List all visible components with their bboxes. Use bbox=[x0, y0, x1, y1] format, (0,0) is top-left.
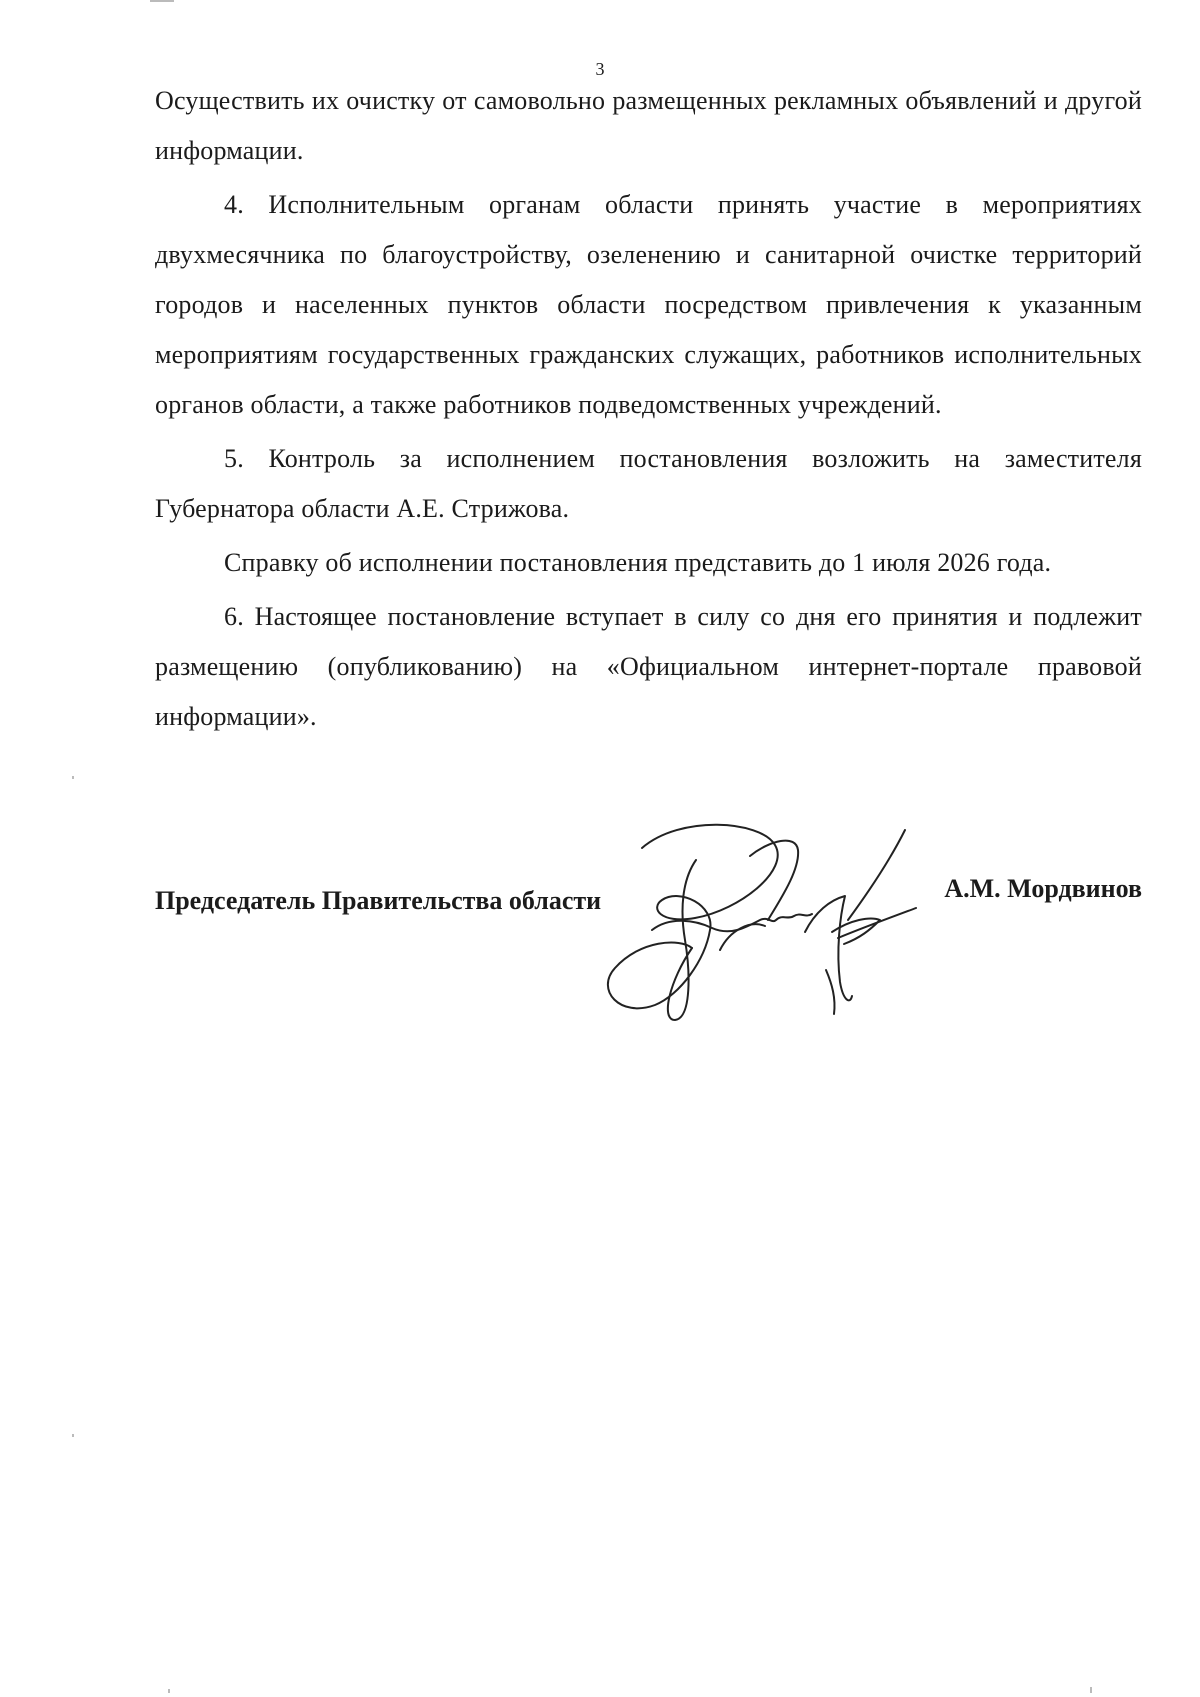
scan-mark-top bbox=[150, 0, 174, 2]
paragraph-continuation: Осуществить их очистку от самовольно размещенных рекламных объявлений и другой информации. bbox=[155, 86, 1142, 165]
handwritten-signature bbox=[600, 820, 960, 1025]
page-number: 3 bbox=[595, 59, 605, 79]
scan-mark-left-1 bbox=[72, 776, 74, 779]
paragraph-report-deadline: Справку об исполнении постановления представить до 1 июля 2026 года. bbox=[224, 548, 1052, 577]
scan-mark-bottom-left bbox=[168, 1689, 170, 1693]
signer-name: А.М. Мордвинов bbox=[944, 874, 1142, 903]
scan-mark-left-2 bbox=[72, 1434, 74, 1437]
paragraph-item-4: 4. Исполнительным органам области принять участие в мероприятиях двухмесячника по благоустройству, озеленению и санитарной очистке территорий городов и населенных пунктов области посредством привлечения к указанным мероприятиям государственных гражданских служащих, работников исполнительных органов области, а также работников подведомственных учреждений. bbox=[155, 190, 1142, 419]
signer-position: Председатель Правительства области bbox=[155, 886, 602, 915]
document-body bbox=[155, 76, 1142, 746]
paragraph-item-5: 5. Контроль за исполнением постановления возложить на заместителя Губернатора области А.Е. Стрижова. bbox=[155, 444, 1142, 523]
scan-mark-bottom-right bbox=[1090, 1687, 1092, 1693]
paragraph-item-6: 6. Настоящее постановление вступает в силу со дня его принятия и подлежит размещению (опубликованию) на «Официальном интернет-портале правовой информации». bbox=[155, 602, 1142, 731]
